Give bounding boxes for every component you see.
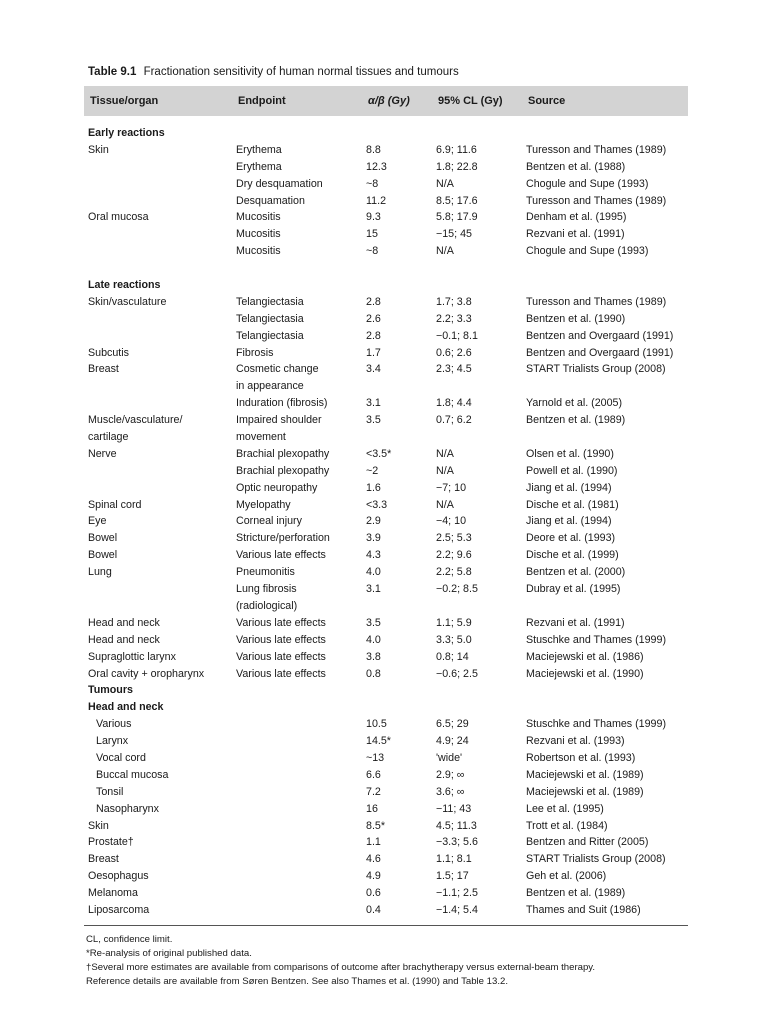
endpoint-cell	[236, 834, 366, 851]
cl-cell: 1.5; 17	[436, 870, 469, 883]
alpha-beta-cell: 2.6	[366, 312, 381, 325]
cl-cell: 4.5; 11.3	[436, 819, 477, 832]
alpha-beta-cell: 3.8	[366, 650, 381, 663]
table-row	[84, 902, 688, 919]
alpha-beta-cell: ~8	[366, 245, 379, 258]
source-cell: Stuschke and Thames (1999)	[526, 633, 667, 646]
endpoint-cell: Mucositis	[236, 245, 281, 258]
alpha-beta-cell: 8.5*	[366, 819, 386, 832]
endpoint-cell: Induration (fibrosis)	[236, 397, 328, 410]
cl-cell: N/A	[436, 498, 454, 511]
endpoint-cell	[236, 885, 366, 902]
alpha-beta-cell	[366, 277, 436, 294]
table-row	[84, 750, 688, 767]
alpha-beta-cell: 4.0	[366, 566, 381, 579]
endpoint-cell: Various late effects	[236, 650, 326, 663]
cl-cell: 2.2; 3.3	[436, 312, 472, 325]
footnote-brachytherapy: †Several more estimates are available from comparisons of outcome after brachytherapy versus external-beam therapy.	[86, 962, 596, 974]
alpha-beta-cell: 0.6	[366, 887, 381, 900]
table-number: Table 9.1	[88, 66, 137, 78]
cl-cell: −15; 45	[436, 228, 472, 241]
cl-cell: −3.3; 5.6	[436, 836, 478, 849]
source-cell: Maciejewski et al. (1989)	[526, 785, 644, 798]
alpha-beta-cell: <3.5*	[366, 447, 392, 460]
endpoint-cell	[236, 784, 366, 801]
table-row	[84, 294, 688, 311]
tissue-cell: Supraglottic larynx	[88, 650, 176, 663]
cl-cell: 8.5; 17.6	[436, 194, 478, 207]
source-cell: Robertson et al. (1993)	[526, 751, 636, 764]
alpha-beta-cell: 14.5*	[366, 735, 391, 748]
source-cell: Jiang et al. (1994)	[526, 481, 612, 494]
tissue-cell: Late reactions	[88, 279, 161, 292]
source-cell: Dische et al. (1981)	[526, 498, 619, 511]
footnote-cl: CL, confidence limit.	[86, 933, 173, 945]
endpoint-cell: Optic neuropathy	[236, 481, 318, 494]
table-row	[84, 834, 688, 851]
tissue-cell: Spinal cord	[88, 498, 142, 511]
endpoint-cell: Lung fibrosis	[236, 583, 297, 596]
source-cell: Bentzen et al. (1988)	[526, 160, 626, 173]
source-cell: Trott et al. (1984)	[526, 819, 608, 832]
alpha-beta-cell: ~13	[366, 751, 385, 764]
table-row	[84, 480, 688, 497]
tissue-cell: Prostate†	[88, 836, 134, 849]
tissue-cell: Oesophagus	[88, 870, 149, 883]
endpoint-cell: Cosmetic change	[236, 363, 319, 376]
source-cell: START Trialists Group (2008)	[526, 853, 666, 866]
endpoint-cell: Telangiectasia	[236, 295, 304, 308]
table-row	[84, 615, 688, 632]
tissue-cell: Skin	[88, 143, 109, 156]
table-row	[84, 159, 688, 176]
tissue-cell: Bowel	[88, 532, 118, 545]
tissue-cell: Tonsil	[96, 785, 124, 798]
source-cell	[526, 277, 692, 294]
endpoint-cell: movement	[236, 431, 286, 444]
source-cell: Rezvani et al. (1993)	[526, 735, 625, 748]
endpoint-cell: Pneumonitis	[236, 566, 295, 579]
source-cell	[526, 378, 692, 395]
alpha-beta-cell: 8.8	[366, 143, 381, 156]
source-cell: Dische et al. (1999)	[526, 549, 619, 562]
table-row	[84, 513, 688, 530]
table-title: Fractionation sensitivity of human normal tissues and tumours	[143, 66, 459, 78]
tissue-cell: Bowel	[88, 549, 118, 562]
table-row	[84, 767, 688, 784]
endpoint-cell	[236, 125, 366, 142]
source-cell: Turesson and Thames (1989)	[526, 194, 667, 207]
tissue-cell	[88, 176, 236, 193]
alpha-beta-cell	[366, 598, 436, 615]
table-row	[84, 716, 688, 733]
table-row	[84, 176, 688, 193]
alpha-beta-cell: 0.8	[366, 667, 381, 680]
cl-cell: 2.2; 9.6	[436, 549, 472, 562]
tissue-cell: Lung	[88, 566, 112, 579]
source-cell: Bentzen et al. (1989)	[526, 414, 626, 427]
cl-cell	[436, 378, 526, 395]
tissue-cell: Breast	[88, 853, 119, 866]
alpha-beta-cell	[366, 260, 436, 277]
table-bottom-rule	[84, 925, 688, 926]
tissue-cell	[88, 260, 236, 277]
table-row	[84, 412, 688, 429]
source-cell: Bentzen et al. (1989)	[526, 887, 626, 900]
table-page	[84, 66, 688, 990]
alpha-beta-cell: 12.3	[366, 160, 387, 173]
alpha-beta-cell: 4.9	[366, 870, 381, 883]
table-row	[84, 345, 688, 362]
tissue-cell: Various	[96, 718, 132, 731]
table-row	[84, 598, 688, 615]
tissue-cell: Melanoma	[88, 887, 138, 900]
source-cell: Stuschke and Thames (1999)	[526, 718, 667, 731]
header-endpoint: Endpoint	[238, 95, 286, 107]
cl-cell: 5.8; 17.9	[436, 211, 478, 224]
cl-cell	[436, 699, 526, 716]
endpoint-cell: Desquamation	[236, 194, 305, 207]
source-cell: Bentzen et al. (1990)	[526, 312, 626, 325]
tissue-cell: Muscle/vasculature/	[88, 414, 183, 427]
alpha-beta-cell	[366, 682, 436, 699]
alpha-beta-cell	[366, 378, 436, 395]
cl-cell: 6.5; 29	[436, 718, 469, 731]
table-row	[84, 649, 688, 666]
tissue-cell: Nasopharynx	[96, 802, 159, 815]
tissue-cell	[88, 480, 236, 497]
tissue-cell: Liposarcoma	[88, 903, 150, 916]
table-row	[84, 851, 688, 868]
endpoint-cell	[236, 818, 366, 835]
tissue-cell: Subcutis	[88, 346, 129, 359]
cl-cell: 3.3; 5.0	[436, 633, 472, 646]
endpoint-cell	[236, 750, 366, 767]
footnote-reanalysis: *Re-analysis of original published data.	[86, 948, 252, 960]
source-cell: Maciejewski et al. (1986)	[526, 650, 644, 663]
cl-cell: 1.7; 3.8	[436, 295, 472, 308]
tissue-cell	[88, 598, 236, 615]
header-alpha-beta: α/β (Gy)	[368, 95, 410, 107]
source-cell	[526, 699, 692, 716]
alpha-beta-cell	[366, 125, 436, 142]
cl-cell: −11; 43	[436, 802, 472, 815]
tissue-cell: Tumours	[88, 684, 133, 697]
cl-cell: 3.6; ∞	[436, 785, 465, 798]
cl-cell: 0.6; 2.6	[436, 346, 472, 359]
tissue-cell	[88, 226, 236, 243]
tissue-cell: Skin	[88, 819, 109, 832]
alpha-beta-cell: 3.1	[366, 397, 381, 410]
alpha-beta-cell	[366, 699, 436, 716]
cl-cell: 1.8; 4.4	[436, 397, 472, 410]
tissue-cell	[88, 463, 236, 480]
table-row	[84, 193, 688, 210]
source-cell: Olsen et al. (1990)	[526, 447, 614, 460]
cl-cell: −0.1; 8.1	[436, 329, 478, 342]
alpha-beta-cell: 3.5	[366, 616, 381, 629]
table-row	[84, 429, 688, 446]
alpha-beta-cell: 4.3	[366, 549, 381, 562]
tissue-cell	[88, 581, 236, 598]
endpoint-cell: Mucositis	[236, 228, 281, 241]
endpoint-cell	[236, 699, 366, 716]
alpha-beta-cell: 9.3	[366, 211, 381, 224]
tissue-cell: Buccal mucosa	[96, 768, 169, 781]
table-row	[84, 733, 688, 750]
alpha-beta-cell: ~8	[366, 177, 379, 190]
tissue-cell	[88, 243, 236, 260]
source-cell: Yarnold et al. (2005)	[526, 397, 623, 410]
table-row	[84, 497, 688, 514]
source-cell: Deore et al. (1993)	[526, 532, 616, 545]
alpha-beta-cell: 10.5	[366, 718, 387, 731]
source-cell: START Trialists Group (2008)	[526, 363, 666, 376]
section-heading-row	[84, 125, 688, 142]
source-cell: Denham et al. (1995)	[526, 211, 627, 224]
table-row	[84, 818, 688, 835]
alpha-beta-cell: 3.9	[366, 532, 381, 545]
header-source: Source	[528, 95, 566, 107]
endpoint-cell	[236, 277, 366, 294]
cl-cell: −4; 10	[436, 515, 467, 528]
cl-cell: −7; 10	[436, 481, 467, 494]
footnotes	[84, 933, 688, 990]
alpha-beta-cell: 2.8	[366, 295, 381, 308]
alpha-beta-cell: 1.7	[366, 346, 381, 359]
cl-cell: 0.8; 14	[436, 650, 469, 663]
endpoint-cell: Various late effects	[236, 633, 326, 646]
alpha-beta-cell: 1.6	[366, 481, 381, 494]
cl-cell: 6.9; 11.6	[436, 143, 477, 156]
endpoint-cell	[236, 868, 366, 885]
cl-cell	[436, 682, 526, 699]
source-cell: Chogule and Supe (1993)	[526, 177, 649, 190]
source-cell: Thames and Suit (1986)	[526, 903, 641, 916]
source-cell	[526, 260, 692, 277]
endpoint-cell: Dry desquamation	[236, 177, 323, 190]
tissue-cell: Skin/vasculature	[88, 295, 167, 308]
table-row	[84, 260, 688, 277]
source-cell	[526, 429, 692, 446]
endpoint-cell: Myelopathy	[236, 498, 291, 511]
tissue-cell: Oral cavity + oropharynx	[88, 667, 205, 680]
source-cell: Powell et al. (1990)	[526, 464, 618, 477]
section-heading-row	[84, 682, 688, 699]
alpha-beta-cell: 3.5	[366, 414, 381, 427]
tissue-cell: Head and neck	[88, 633, 160, 646]
cl-cell: 2.9; ∞	[436, 768, 465, 781]
cl-cell: −0.2; 8.5	[436, 583, 478, 596]
endpoint-cell: Erythema	[236, 160, 282, 173]
table-row	[84, 547, 688, 564]
tissue-cell: cartilage	[88, 431, 129, 444]
table-row	[84, 632, 688, 649]
alpha-beta-cell: 16	[366, 802, 378, 815]
cl-cell: N/A	[436, 464, 454, 477]
tissue-cell	[88, 378, 236, 395]
source-cell: Turesson and Thames (1989)	[526, 295, 667, 308]
alpha-beta-cell: 4.0	[366, 633, 381, 646]
endpoint-cell: Impaired shoulder	[236, 414, 322, 427]
source-cell: Maciejewski et al. (1990)	[526, 667, 644, 680]
table-row	[84, 243, 688, 260]
alpha-beta-cell: 4.6	[366, 853, 381, 866]
alpha-beta-cell: 3.4	[366, 363, 381, 376]
endpoint-cell	[236, 902, 366, 919]
header-cl: 95% CL (Gy)	[438, 95, 503, 107]
cl-cell: 4.9; 24	[436, 735, 469, 748]
cl-cell: 1.1; 5.9	[436, 616, 472, 629]
table-row	[84, 868, 688, 885]
tissue-cell	[88, 328, 236, 345]
table-row	[84, 530, 688, 547]
table-row	[84, 311, 688, 328]
cl-cell: N/A	[436, 245, 454, 258]
endpoint-cell: Corneal injury	[236, 515, 302, 528]
section-heading-row	[84, 699, 688, 716]
tissue-cell: Vocal cord	[96, 751, 146, 764]
cl-cell: 0.7; 6.2	[436, 414, 472, 427]
cl-cell: 'wide'	[436, 751, 463, 764]
source-cell: Jiang et al. (1994)	[526, 515, 612, 528]
alpha-beta-cell: 2.9	[366, 515, 381, 528]
alpha-beta-cell: ~2	[366, 464, 379, 477]
tissue-cell	[88, 159, 236, 176]
endpoint-cell	[236, 851, 366, 868]
table-caption	[88, 66, 688, 78]
endpoint-cell: Telangiectasia	[236, 312, 304, 325]
cl-cell	[436, 429, 526, 446]
table-row	[84, 328, 688, 345]
source-cell: Maciejewski et al. (1989)	[526, 768, 644, 781]
table-row	[84, 395, 688, 412]
endpoint-cell	[236, 767, 366, 784]
tissue-cell	[88, 395, 236, 412]
table-row	[84, 666, 688, 683]
source-cell: Chogule and Supe (1993)	[526, 245, 649, 258]
cl-cell: 1.8; 22.8	[436, 160, 478, 173]
cl-cell	[436, 598, 526, 615]
source-cell	[526, 682, 692, 699]
tissue-cell: Head and neck	[88, 616, 160, 629]
endpoint-cell: Stricture/perforation	[236, 532, 330, 545]
cl-cell: 1.1; 8.1	[436, 853, 472, 866]
source-cell	[526, 125, 692, 142]
cl-cell: −0.6; 2.5	[436, 667, 478, 680]
table-row	[84, 784, 688, 801]
alpha-beta-cell: 0.4	[366, 903, 381, 916]
source-cell: Bentzen and Overgaard (1991)	[526, 329, 674, 342]
alpha-beta-cell	[366, 429, 436, 446]
endpoint-cell	[236, 682, 366, 699]
endpoint-cell: Erythema	[236, 143, 282, 156]
table-row	[84, 209, 688, 226]
tissue-cell	[88, 193, 236, 210]
endpoint-cell: Telangiectasia	[236, 329, 304, 342]
tissue-cell: Breast	[88, 363, 119, 376]
endpoint-cell	[236, 716, 366, 733]
cl-cell: N/A	[436, 177, 454, 190]
source-cell	[526, 598, 692, 615]
section-heading-row	[84, 277, 688, 294]
endpoint-cell: Fibrosis	[236, 346, 274, 359]
endpoint-cell	[236, 260, 366, 277]
endpoint-cell: in appearance	[236, 380, 304, 393]
cl-cell: 2.3; 4.5	[436, 363, 472, 376]
endpoint-cell: Various late effects	[236, 667, 326, 680]
cl-cell	[436, 277, 526, 294]
tissue-cell: Oral mucosa	[88, 211, 149, 224]
alpha-beta-cell: 3.1	[366, 583, 381, 596]
source-cell: Bentzen and Ritter (2005)	[526, 836, 649, 849]
endpoint-cell: (radiological)	[236, 599, 298, 612]
endpoint-cell: Brachial plexopathy	[236, 447, 330, 460]
table-row	[84, 564, 688, 581]
cl-cell: −1.1; 2.5	[436, 887, 478, 900]
table-row	[84, 885, 688, 902]
alpha-beta-cell: 11.2	[366, 194, 387, 207]
endpoint-cell: Brachial plexopathy	[236, 464, 330, 477]
tissue-cell: Eye	[88, 515, 107, 528]
table-row	[84, 801, 688, 818]
alpha-beta-cell: <3.3	[366, 498, 388, 511]
tissue-cell: Larynx	[96, 735, 129, 748]
cl-cell: 2.2; 5.8	[436, 566, 472, 579]
alpha-beta-cell: 1.1	[366, 836, 381, 849]
header-tissue: Tissue/organ	[90, 95, 159, 107]
cl-cell	[436, 260, 526, 277]
table-body	[84, 125, 688, 919]
source-cell: Bentzen and Overgaard (1991)	[526, 346, 674, 359]
alpha-beta-cell: 15	[366, 228, 378, 241]
cl-cell: 2.5; 5.3	[436, 532, 472, 545]
source-cell: Rezvani et al. (1991)	[526, 228, 625, 241]
endpoint-cell: Various late effects	[236, 616, 326, 629]
alpha-beta-cell: 7.2	[366, 785, 381, 798]
table-row	[84, 378, 688, 395]
cl-cell	[436, 125, 526, 142]
source-cell: Dubray et al. (1995)	[526, 583, 621, 596]
table-header	[84, 86, 688, 116]
table-row	[84, 463, 688, 480]
endpoint-cell	[236, 733, 366, 750]
tissue-cell: Early reactions	[88, 127, 165, 139]
tissue-cell: Nerve	[88, 447, 117, 460]
tissue-cell: Head and neck	[88, 701, 164, 714]
source-cell: Rezvani et al. (1991)	[526, 616, 625, 629]
table-row	[84, 361, 688, 378]
table-row	[84, 226, 688, 243]
alpha-beta-cell: 6.6	[366, 768, 381, 781]
source-cell: Turesson and Thames (1989)	[526, 143, 667, 156]
endpoint-cell	[236, 801, 366, 818]
source-cell: Lee et al. (1995)	[526, 802, 604, 815]
alpha-beta-cell: 2.8	[366, 329, 381, 342]
table-row	[84, 446, 688, 463]
endpoint-cell: Various late effects	[236, 549, 326, 562]
table-row	[84, 581, 688, 598]
tissue-cell	[88, 311, 236, 328]
cl-cell: N/A	[436, 447, 454, 460]
endpoint-cell: Mucositis	[236, 211, 281, 224]
source-cell: Bentzen et al. (2000)	[526, 566, 626, 579]
footnote-references: Reference details are available from Søren Bentzen. See also Thames et al. (1990) and Table 13.2.	[86, 976, 509, 988]
table-row	[84, 142, 688, 159]
source-cell: Geh et al. (2006)	[526, 870, 607, 883]
cl-cell: −1.4; 5.4	[436, 903, 478, 916]
